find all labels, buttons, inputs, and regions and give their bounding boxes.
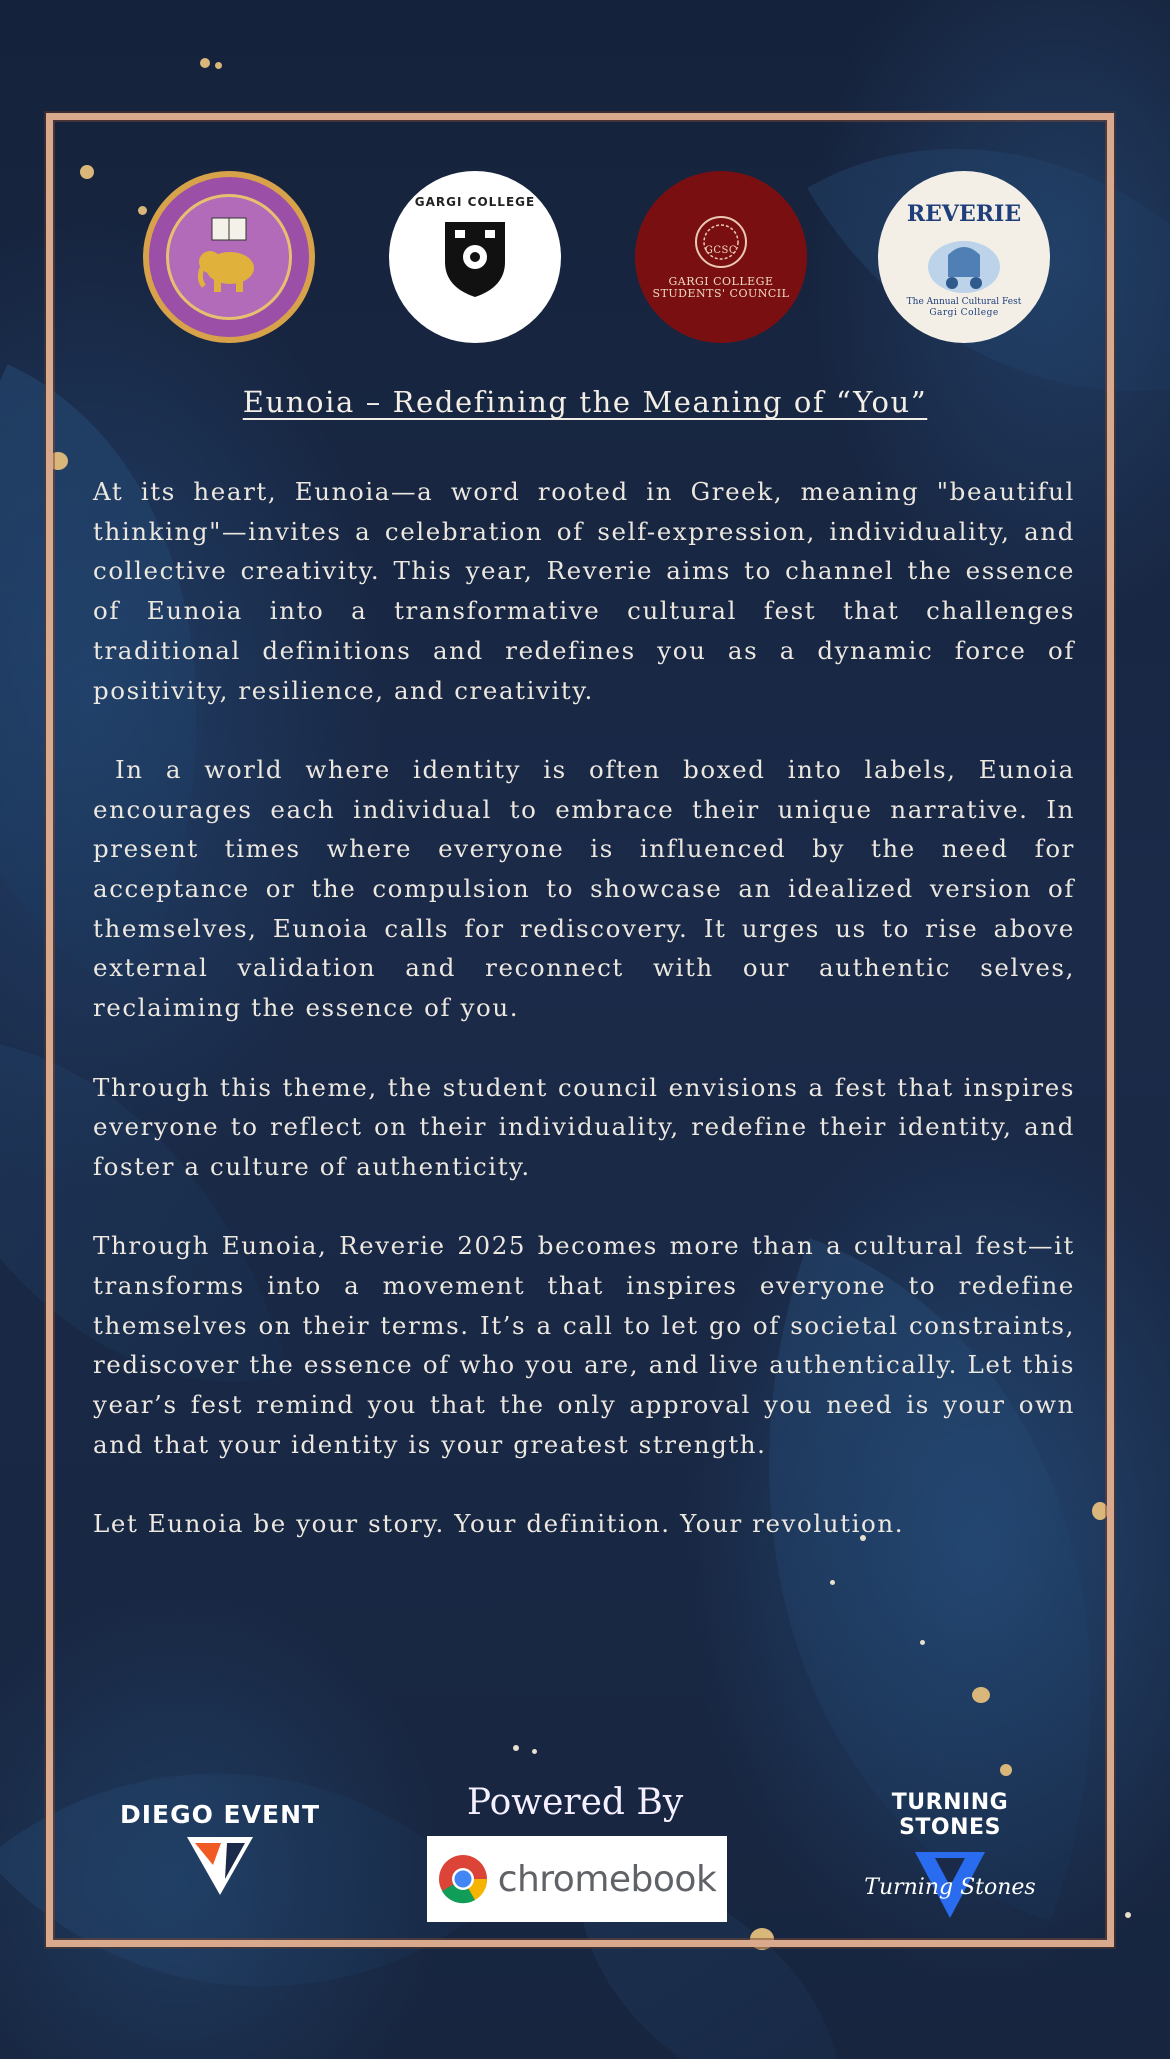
paragraph: In a world where identity is often boxed into labels, Eunoia encourages each individual to embrace their unique narrative. In present times where everyone is influenced by the need for acceptance or the compulsion to showcase an idealized version of themselves, Eunoia calls for rediscovery. It urges us to rise above external validation and reconnect with our authentic selves, reclaiming the essence of you. (93, 754, 1075, 1023)
gargi-college-title: GARGI COLLEGE (414, 195, 536, 209)
diego-mark-icon (185, 1835, 255, 1897)
gold-speck (1125, 1912, 1131, 1918)
body-text (93, 472, 1075, 1584)
reverie-subtitle-2: Gargi College (929, 308, 999, 318)
reverie-subtitle-1: The Annual Cultural Fest (906, 297, 1022, 307)
gscs-monogram: GCSC (704, 245, 738, 256)
gold-speck (215, 62, 222, 69)
university-of-delhi-logo (143, 171, 315, 343)
reverie-title: REVERIE (906, 201, 1022, 227)
gargi-college-students-council-logo (635, 171, 807, 343)
chrome-icon (438, 1854, 488, 1904)
chromebook-wordmark: chromebook (497, 1858, 717, 1900)
carriage-icon (924, 227, 1004, 297)
turning-stones-script: Turning Stones (864, 1875, 1036, 1900)
powered-by (420, 1782, 730, 1823)
gscs-line2: STUDENTS' COUNCIL (652, 287, 790, 300)
turning-stones-mark-icon (845, 1848, 1055, 1920)
gargi-college-logo (389, 171, 561, 343)
chromebook-logo (427, 1836, 727, 1922)
shield-icon (440, 212, 510, 302)
turning-stones-logo (838, 1790, 1062, 1920)
reverie-logo (878, 171, 1050, 343)
paragraph: Let Eunoia be your story. Your definition. Your revolution. (93, 1509, 905, 1539)
council-seal-icon (693, 214, 749, 270)
turning-stones-name: TURNING STONES (891, 1790, 1009, 1840)
gscs-line1: GARGI COLLEGE (668, 275, 774, 288)
page-title: Eunoia – Redefining the Meaning of “You” (242, 385, 928, 419)
diego-event-name: DIEGO EVENT (119, 1800, 321, 1829)
paragraph: At its heart, Eunoia—a word rooted in Greek, meaning "beautiful thinking"—invites a celebration of self-expression, individuality, and collective creativity. This year, Reverie aims to channel the essence of Eunoia into a transformative cultural fest that challenges traditional definitions and redefines you as a dynamic force of positivity, resilience, and creativity. (93, 477, 1075, 705)
gold-speck (200, 58, 210, 68)
paragraph: Through this theme, the student council envisions a fest that inspires everyone to reflect on their individuality, redefine their identity, and foster a culture of authenticity. (93, 1072, 1075, 1181)
diego-event-logo (118, 1800, 322, 1897)
powered-by-label: Powered By (466, 1782, 684, 1823)
paragraph: Through Eunoia, Reverie 2025 becomes more than a cultural fest—it transforms into a movement that inspires everyone to redefine themselves on their terms. It’s a call to let go of societal constraints, rediscover the essence of who you are, and live authentically. Let this year’s fest remind you that the only approval you need is your own and that your identity is your greatest strength. (93, 1231, 1075, 1459)
elephant-icon (184, 212, 274, 302)
